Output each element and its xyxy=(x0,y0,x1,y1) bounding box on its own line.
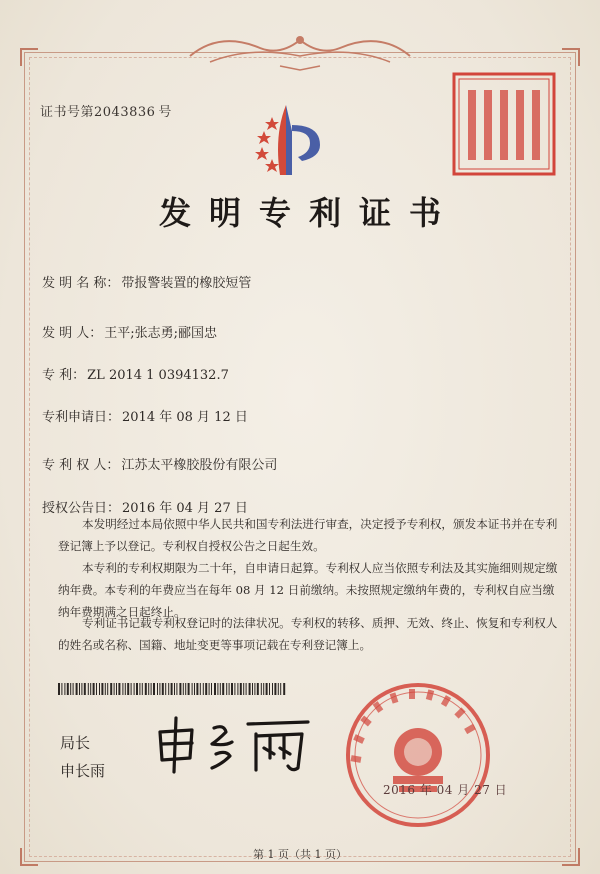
signatory-name: 申长雨 xyxy=(60,762,106,780)
field-patent-number: 专 利： ZL 2014 1 0394132.7 xyxy=(42,368,229,383)
paragraph-term: 本专利的专利权期限为二十年，自申请日起算。专利权人应当依照专利法及其实施细则规定缴纳年费。本专利的年费应当在每年 08 月 12 日前缴纳。未按照规定缴纳年费的，专利权自应当缴纳年费期满之日起终止。 xyxy=(58,561,558,619)
top-ornament-icon xyxy=(180,26,420,74)
page-number: 第 1 页（共 1 页） xyxy=(253,848,347,861)
corner-ornament xyxy=(20,48,38,66)
seal-date: 2016 年 04 月 27 日 xyxy=(383,783,508,797)
official-seal-icon xyxy=(343,680,493,830)
field-application-date: 专利申请日： 2014 年 08 月 12 日 xyxy=(42,410,248,425)
field-invention-name: 发 明 名 称： 带报警装置的橡胶短管 xyxy=(42,276,252,291)
patent-office-logo-icon xyxy=(250,95,335,185)
document-title: 发明专利证书 xyxy=(158,194,459,232)
field-grant-date: 授权公告日： 2016 年 04 月 27 日 xyxy=(42,501,248,516)
agency-stamp-icon xyxy=(448,68,560,180)
handwritten-signature-icon xyxy=(152,714,312,776)
field-inventors: 发 明 人： 王平;张志勇;郦国忠 xyxy=(42,326,218,341)
certificate-number: 证书号第2043836 号 xyxy=(40,105,172,120)
barcode-icon xyxy=(58,683,286,695)
paragraph-registration: 专利证书记载专利权登记时的法律状况。专利权的转移、质押、无效、终止、恢复和专利权人的姓名或名称、国籍、地址变更等事项记载在专利登记簿上。 xyxy=(58,616,558,652)
paragraph-grant: 本发明经过本局依照中华人民共和国专利法进行审查，决定授予专利权，颁发本证书并在专利登记簿上予以登记。专利权自授权公告之日起生效。 xyxy=(58,517,558,553)
field-patentee: 专 利 权 人： 江苏太平橡胶股份有限公司 xyxy=(42,458,278,473)
signatory-title: 局长 xyxy=(60,734,91,752)
corner-ornament xyxy=(562,48,580,66)
